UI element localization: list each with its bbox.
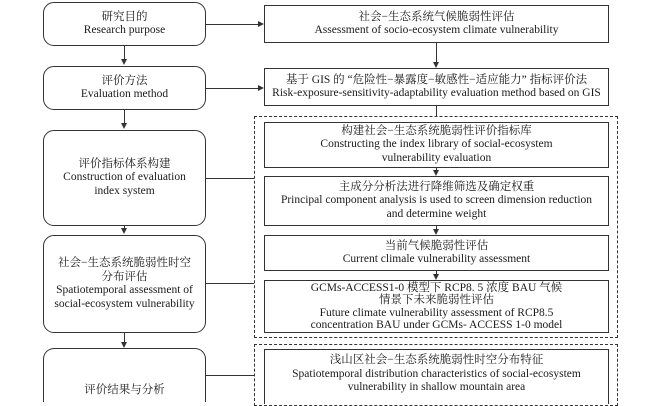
right-box-climate-vulnerability: [264, 5, 609, 43]
left-box-zh: 评价结果与分析: [84, 384, 165, 396]
left-box-zh-line2: 分布评估: [101, 270, 148, 283]
left-box-en-line2: index system: [94, 184, 155, 197]
right-box-en-line2: and determine weight: [386, 207, 487, 220]
left-box-en-line1: Construction of evaluation: [63, 171, 186, 184]
connector-line: [206, 88, 258, 89]
right-box-en-line1: Future climate vulnerability assessment of RCP8.5: [319, 306, 554, 319]
left-box-results-analysis: [43, 348, 206, 402]
right-box-current-assessment: [264, 235, 609, 271]
left-box-zh: 评价方法: [101, 74, 148, 87]
connector-line: [206, 283, 254, 284]
left-box-spatiotemporal-assessment: [43, 235, 206, 333]
connector-line: [436, 43, 437, 63]
right-box-index-library: [264, 122, 609, 168]
connector-line: [206, 375, 254, 376]
right-box-en-line1: Constructing the index library of social-ecosystem: [320, 138, 553, 151]
arrow-down-icon: [121, 123, 127, 129]
left-box-en: Evaluation method: [80, 88, 169, 100]
right-box-zh: 基于 GIS 的 “危险性−暴露度−敏感性−适应能力” 指标评价法: [285, 73, 588, 86]
right-box-pca: [264, 176, 609, 226]
left-box-en-line1: Spatiotemporal assessment of: [56, 284, 193, 296]
right-box-en: Current climale vulnerability assessment: [342, 253, 531, 265]
connector-line: [206, 178, 254, 179]
right-box-zh: 当前气候脆弱性评估: [384, 239, 489, 252]
right-box-zh: 构建社会−生态系统脆弱性评价指标库: [341, 124, 532, 137]
right-box-zh-line1: GCMs-ACCESS1-0 模型下 RCP8. 5 浓度 BAU 气候: [310, 281, 563, 294]
left-box-evaluation-method: [43, 66, 206, 110]
left-box-zh: 评价指标体系构建: [78, 157, 171, 170]
right-box-en-line2: concentration BAU under GCMs- ACCESS 1-0 model: [310, 319, 563, 331]
connector-line: [124, 110, 125, 124]
right-box-en: Assessment of socio-ecosystem climate vulnerability: [314, 24, 559, 36]
left-box-en-line2: social-ecosystem vulnerability: [54, 297, 195, 310]
arrow-down-icon: [121, 59, 127, 65]
right-box-en-line2: vulnerability in shallow mountain area: [347, 381, 526, 393]
left-box-research-purpose: [43, 2, 206, 46]
left-box-index-system: [43, 130, 206, 226]
right-box-en-line1: Principal component analysis is used to screen dimension reduction: [280, 194, 593, 207]
right-box-zh-line2: 情景下未来脆弱性评估: [379, 294, 494, 306]
connector-line: [206, 24, 258, 25]
right-box-gis-method: [264, 68, 609, 106]
right-box-en: Risk-exposure-sensitivity-adaptability evaluation method based on GIS: [272, 87, 601, 99]
right-box-future-assessment: [264, 280, 609, 333]
connector-line: [436, 106, 437, 116]
right-box-zh: 主成分分析法进行降维筛选及确定权重: [338, 180, 535, 193]
connector-line: [124, 46, 125, 60]
right-box-zh: 社会−生态系统气候脆弱性评估: [358, 10, 515, 23]
right-box-zh: 浅山区社会−生态系统脆弱性时空分布特征: [329, 354, 544, 366]
left-box-zh: 研究目的: [101, 10, 148, 23]
left-box-en: Research purpose: [83, 24, 166, 36]
right-box-en-line1: Spatiotemporal distribution characteristics of social-ecosystem: [292, 367, 581, 380]
right-box-en-line2: vulnerability evaluation: [381, 151, 492, 164]
right-box-spatiotemporal-characteristics: [264, 349, 609, 404]
left-box-zh-line1: 社会−生态系统脆弱性时空: [58, 257, 191, 269]
arrow-down-icon: [121, 228, 127, 234]
